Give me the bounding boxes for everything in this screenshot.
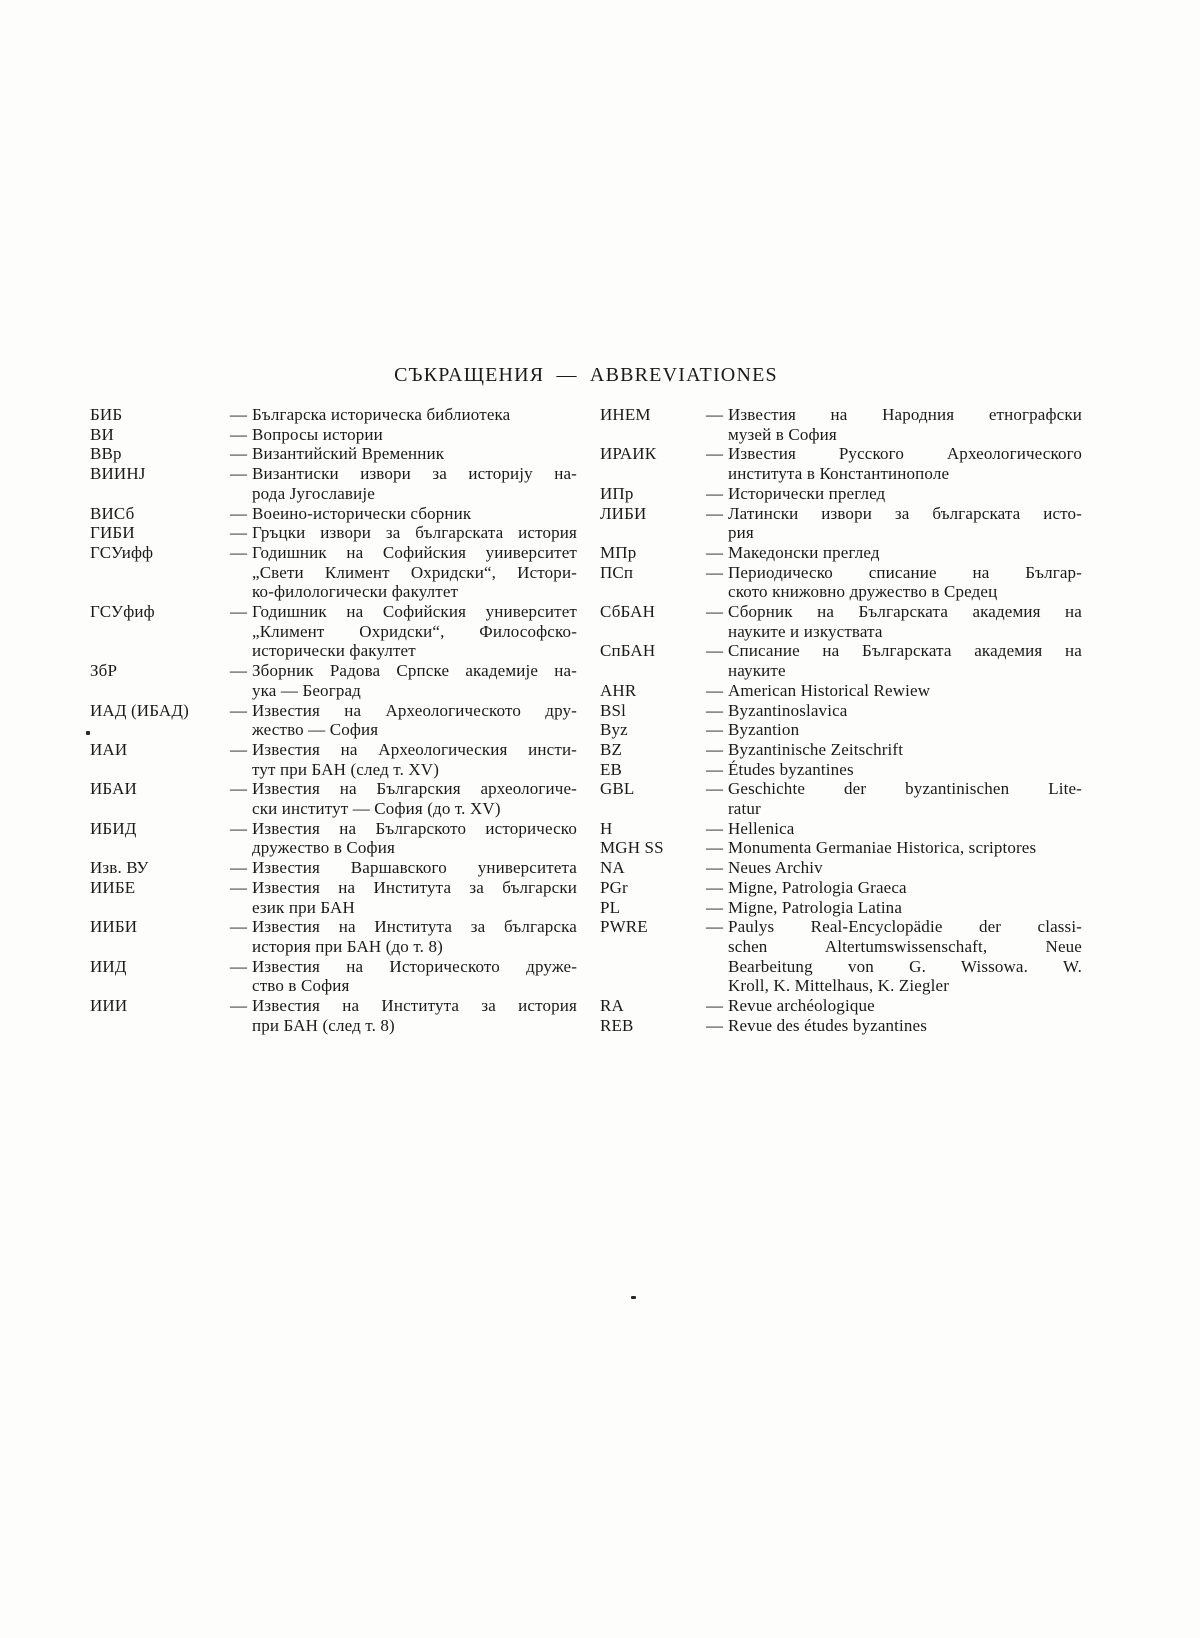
description-line: науките — [728, 661, 786, 681]
abbreviation-label: BSl — [600, 700, 626, 720]
description — [252, 504, 577, 524]
dash-separator: — — [706, 680, 724, 700]
dash-separator: — — [706, 444, 724, 464]
abbreviation-label: ИАД (ИБАД) — [90, 700, 189, 720]
description — [728, 641, 1082, 680]
abbreviation-entry — [90, 405, 577, 425]
dash-separator: — — [706, 739, 724, 759]
description-line: Известия на Института за история — [252, 996, 577, 1016]
description — [252, 602, 577, 661]
abbreviation-label: AHR — [600, 680, 637, 700]
dash-separator: — — [230, 700, 248, 720]
abbreviation-label: PL — [600, 897, 621, 917]
abbreviation-label: RA — [600, 996, 624, 1016]
description-line: Известия на Археологическия инсти- — [252, 739, 577, 759]
abbreviation-column-right — [600, 405, 1082, 1036]
description-line: Byzantion — [728, 720, 800, 740]
description — [252, 523, 577, 543]
dash-separator: — — [706, 1015, 724, 1035]
abbreviation-entry — [600, 1016, 1082, 1036]
description — [252, 464, 577, 503]
description-line: при БАН (след т. 8) — [252, 1015, 395, 1035]
dash-separator: — — [230, 444, 248, 464]
abbreviation-entry — [90, 996, 577, 1035]
description-line: American Historical Rewiew — [728, 680, 931, 700]
dash-separator: — — [230, 917, 248, 937]
abbreviation-entry — [600, 484, 1082, 504]
abbreviation-entry — [600, 996, 1082, 1016]
description-line: ко-филологически факултет — [252, 582, 459, 602]
description — [728, 701, 1082, 721]
abbreviation-label: ГСУфиф — [90, 602, 155, 622]
description-line: Études byzantines — [728, 759, 854, 779]
dash-separator: — — [230, 779, 248, 799]
description-line: Списание на Българската академия на — [728, 641, 1082, 661]
dash-separator: — — [706, 996, 724, 1016]
abbreviation-entry — [600, 543, 1082, 563]
dash-separator: — — [706, 897, 724, 917]
description-line: Известия на Института за български — [252, 877, 577, 897]
abbreviation-entry — [600, 779, 1082, 818]
abbreviation-label: ВИИНЈ — [90, 464, 146, 484]
abbreviation-entry — [600, 760, 1082, 780]
description-line: Migne, Patrologia Graeca — [728, 877, 907, 897]
abbreviation-entry — [90, 425, 577, 445]
description — [728, 760, 1082, 780]
abbreviation-label: ГСУифф — [90, 542, 154, 562]
abbreviation-label: ВИСб — [90, 503, 135, 523]
dash-separator: — — [230, 405, 248, 424]
description-line: Известия на Българското историческо — [252, 818, 577, 838]
dash-separator: — — [230, 542, 248, 562]
dash-separator: — — [706, 483, 724, 503]
dash-separator: — — [230, 996, 248, 1016]
description-line: Revue archéologique — [728, 996, 875, 1016]
description — [252, 996, 577, 1035]
abbreviation-label: REB — [600, 1015, 634, 1035]
abbreviation-label: EB — [600, 759, 623, 779]
description — [728, 563, 1082, 602]
description-line: език при БАН — [252, 897, 355, 917]
dash-separator: — — [230, 661, 248, 681]
description — [728, 996, 1082, 1016]
abbreviation-entry — [90, 543, 577, 602]
description-line: музей в София — [728, 424, 837, 444]
description-line: жество — София — [252, 720, 379, 740]
description-line: Известия Варшавского университета — [252, 858, 577, 878]
description-line: Българска историческа библиотека — [252, 405, 511, 424]
abbreviation-entry — [600, 898, 1082, 918]
abbreviation-label: ИРАИК — [600, 444, 657, 464]
description — [252, 444, 577, 464]
dash-separator: — — [706, 700, 724, 720]
description-line: Годишник на Софийския уииверситет — [252, 542, 577, 562]
description — [728, 444, 1082, 483]
abbreviation-entry — [90, 701, 577, 740]
description-line: ratur — [728, 799, 761, 819]
dash-separator: — — [706, 405, 724, 424]
description-line: Зборник Радова Српске академије на- — [252, 661, 577, 681]
description-line: Geschichte der byzantinischen Lite- — [728, 779, 1082, 799]
description — [252, 779, 577, 818]
abbreviation-entry — [600, 740, 1082, 760]
abbreviation-label: H — [600, 818, 613, 838]
description-line: Известия на Народния етнографски — [728, 405, 1082, 424]
dash-separator: — — [230, 858, 248, 878]
description-line: Известия на Историческото друже- — [252, 956, 577, 976]
abbreviation-column-left — [90, 405, 577, 1036]
dash-separator: — — [706, 720, 724, 740]
description-line: Латински извори за българската исто- — [728, 503, 1082, 523]
abbreviation-entry — [600, 819, 1082, 839]
description — [728, 681, 1082, 701]
dash-separator: — — [230, 503, 248, 523]
dash-separator: — — [706, 759, 724, 779]
description — [252, 957, 577, 996]
abbreviation-label: ИБАИ — [90, 779, 137, 799]
scan-speck — [631, 1296, 636, 1299]
description — [728, 898, 1082, 918]
description — [252, 878, 577, 917]
description — [728, 504, 1082, 543]
description — [728, 405, 1082, 444]
abbreviation-label: БИБ — [90, 405, 123, 424]
description-line: Вопросы истории — [252, 424, 383, 444]
abbreviation-entry — [600, 602, 1082, 641]
abbreviation-entry — [600, 838, 1082, 858]
abbreviation-entry — [600, 444, 1082, 483]
description-line: Hellenica — [728, 818, 795, 838]
abbreviation-label: ИИБЕ — [90, 877, 136, 897]
description-line: ски институт — София (до т. XV) — [252, 799, 501, 819]
abbreviation-label: ЛИБИ — [600, 503, 647, 523]
description-line: Македонски преглед — [728, 542, 880, 562]
description — [728, 484, 1082, 504]
description-line: Paulys Real-Encyclopädie der classi- — [728, 917, 1082, 937]
description-line: Периодическо списание на Българ- — [728, 562, 1082, 582]
description-line: дружество в София — [252, 838, 395, 858]
description-line: рия — [728, 523, 754, 543]
abbreviation-entry — [90, 858, 577, 878]
abbreviation-entry — [90, 602, 577, 661]
abbreviation-entry — [600, 504, 1082, 543]
abbreviation-label: Byz — [600, 720, 628, 740]
description-line: Византийский Временник — [252, 444, 445, 464]
description-line: Известия на Института за българска — [252, 917, 577, 937]
description-line: Neues Archiv — [728, 858, 823, 878]
abbreviation-entry — [90, 878, 577, 917]
abbreviation-entry — [600, 917, 1082, 996]
description-line: Migne, Patrologia Latina — [728, 897, 903, 917]
description-line: Kroll, K. Mittelhaus, K. Ziegler — [728, 976, 950, 996]
page-title: СЪКРАЩЕНИЯ — ABBREVIATIONES — [394, 364, 778, 386]
abbreviation-entry — [600, 878, 1082, 898]
abbreviation-entry — [600, 681, 1082, 701]
description-line: ука — Београд — [252, 680, 361, 700]
description — [252, 819, 577, 858]
description-line: Византиски извори за историју на- — [252, 464, 577, 484]
abbreviation-entry — [90, 957, 577, 996]
abbreviation-label: ЗбР — [90, 661, 118, 681]
abbreviation-label: МПр — [600, 542, 637, 562]
abbreviation-entry — [600, 641, 1082, 680]
description — [728, 602, 1082, 641]
description — [728, 740, 1082, 760]
description-line: рода Југославије — [252, 483, 375, 503]
abbreviation-entry — [90, 504, 577, 524]
description-line: науките и изкуствата — [728, 621, 883, 641]
abbreviation-entry — [90, 464, 577, 503]
description-line: ство в София — [252, 976, 350, 996]
dash-separator: — — [230, 424, 248, 444]
dash-separator: — — [230, 523, 248, 543]
abbreviation-entry — [90, 917, 577, 956]
dash-separator: — — [230, 464, 248, 484]
abbreviation-entry — [600, 720, 1082, 740]
description — [252, 405, 577, 425]
description — [252, 917, 577, 956]
abbreviation-label: BZ — [600, 739, 623, 759]
dash-separator: — — [706, 641, 724, 661]
abbreviation-label: PGr — [600, 877, 628, 897]
abbreviation-label: СбБАН — [600, 602, 656, 622]
description-line: Годишник на Софийския университет — [252, 602, 577, 622]
description — [252, 661, 577, 700]
description-line: „Климент Охридски“, Философско- — [252, 621, 577, 641]
description-line: ското книжовно дружество в Средец — [728, 582, 998, 602]
description-line: Revue des études byzantines — [728, 1015, 928, 1035]
abbreviation-entry — [90, 444, 577, 464]
description — [728, 543, 1082, 563]
description-line: schen Altertumswissenschaft, Neue — [728, 936, 1082, 956]
description — [728, 838, 1082, 858]
abbreviation-entry — [600, 405, 1082, 444]
abbreviation-entry — [600, 701, 1082, 721]
abbreviation-label: ИНЕМ — [600, 405, 651, 424]
description-line: Monumenta Germaniae Historica, scriptores — [728, 838, 1037, 858]
abbreviation-label: ГИБИ — [90, 523, 135, 543]
dash-separator: — — [230, 877, 248, 897]
abbreviation-entry — [600, 858, 1082, 878]
abbreviation-label: ИИД — [90, 956, 127, 976]
description — [728, 917, 1082, 996]
description-line: исторически факултет — [252, 641, 416, 661]
dash-separator: — — [706, 877, 724, 897]
description-line: Воеино-исторически сборник — [252, 503, 472, 523]
abbreviation-label: ИИБИ — [90, 917, 138, 937]
description-line: Известия Русского Археологического — [728, 444, 1082, 464]
description-line: Гръцки извори за българската история — [252, 523, 577, 543]
description-line: история при БАН (до т. 8) — [252, 936, 443, 956]
description — [252, 740, 577, 779]
description — [252, 701, 577, 740]
dash-separator: — — [706, 838, 724, 858]
dash-separator: — — [706, 542, 724, 562]
description-line: тут при БАН (след т. XV) — [252, 759, 440, 779]
description — [728, 779, 1082, 818]
abbreviation-label: ИАИ — [90, 739, 128, 759]
abbreviation-label: ВВр — [90, 444, 122, 464]
description — [728, 819, 1082, 839]
description-line: Исторически преглед — [728, 483, 886, 503]
abbreviation-label: PWRE — [600, 917, 648, 937]
abbreviation-entry — [90, 523, 577, 543]
description — [728, 720, 1082, 740]
description — [252, 425, 577, 445]
abbreviation-label: ИБИД — [90, 818, 137, 838]
abbreviation-label: ПСп — [600, 562, 634, 582]
abbreviation-label: СпБАН — [600, 641, 656, 661]
abbreviation-label: GBL — [600, 779, 635, 799]
description — [728, 858, 1082, 878]
description — [252, 858, 577, 878]
description-line: Известия на Археологическото дру- — [252, 700, 577, 720]
dash-separator: — — [706, 779, 724, 799]
description-line: Bearbeitung von G. Wissowa. W. — [728, 956, 1082, 976]
description — [728, 878, 1082, 898]
description — [728, 1016, 1082, 1036]
description-line: Byzantinische Zeitschrift — [728, 739, 904, 759]
abbreviation-label: ВИ — [90, 424, 114, 444]
description — [252, 543, 577, 602]
abbreviation-label: NA — [600, 858, 625, 878]
description-line: института в Константинополе — [728, 464, 950, 484]
description-line: Известия на Българския археологиче- — [252, 779, 577, 799]
description-line: Сборник на Българската академия на — [728, 602, 1082, 622]
abbreviation-label: ИПр — [600, 483, 634, 503]
abbreviation-label: MGH SS — [600, 838, 664, 858]
dash-separator: — — [706, 917, 724, 937]
abbreviation-entry — [90, 819, 577, 858]
abbreviation-label: Изв. ВУ — [90, 858, 149, 878]
description-line: „Свети Климент Охридски“, Истори- — [252, 562, 577, 582]
dash-separator: — — [706, 818, 724, 838]
dash-separator: — — [706, 858, 724, 878]
dash-separator: — — [706, 602, 724, 622]
abbreviation-entry — [90, 740, 577, 779]
abbreviation-entry — [90, 779, 577, 818]
dash-separator: — — [230, 602, 248, 622]
abbreviation-entry — [600, 563, 1082, 602]
scan-speck — [86, 731, 90, 735]
abbreviation-entry — [90, 661, 577, 700]
dash-separator: — — [706, 503, 724, 523]
dash-separator: — — [230, 956, 248, 976]
dash-separator: — — [230, 739, 248, 759]
description-line: Byzantinoslavica — [728, 700, 848, 720]
abbreviation-label: ИИИ — [90, 996, 128, 1016]
dash-separator: — — [230, 818, 248, 838]
dash-separator: — — [706, 562, 724, 582]
